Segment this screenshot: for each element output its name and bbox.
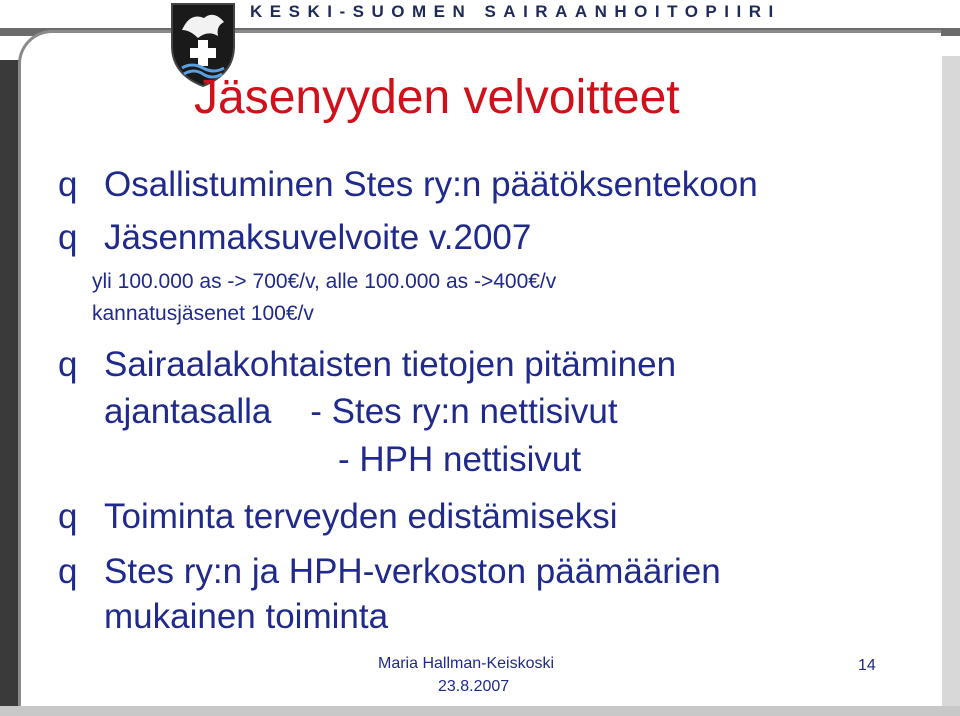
bullet-marker: q [58, 218, 78, 257]
panel-right-shadow [942, 56, 960, 716]
fee-detail-1: yli 100.000 as -> 700€/v, alle 100.000 as ->400€/v [92, 270, 557, 293]
footer-date: 23.8.2007 [438, 678, 510, 695]
panel-bottom-shadow [0, 706, 960, 716]
bullet-item-4: Toiminta terveyden edistämiseksi [104, 497, 618, 536]
footer-author: Maria Hallman-Keiskoski [378, 655, 555, 672]
bullet-marker: q [58, 497, 78, 536]
bullet-item-1: Osallistuminen Stes ry:n päätöksentekoon [104, 165, 758, 204]
page-number: 14 [858, 657, 876, 674]
bullet-item-5-line-2: mukainen toiminta [104, 597, 389, 636]
bullet-item-3-line-2: ajantasalla - Stes ry:n nettisivut [104, 392, 618, 431]
bullet-item-3-line-1: Sairaalakohtaisten tietojen pitäminen [104, 345, 677, 384]
fee-detail-2: kannatusjäsenet 100€/v [92, 302, 314, 325]
bullet-marker: q [58, 345, 78, 384]
slide-title: Jäsenyyden velvoitteet [194, 71, 680, 124]
bullet-marker: q [58, 552, 78, 591]
bullet-marker: q [58, 165, 78, 204]
organization-name: KESKI-SUOMEN SAIRAANHOITOPIIRI [250, 2, 781, 21]
bullet-item-5-line-1: Stes ry:n ja HPH-verkoston päämäärien [104, 552, 721, 591]
bullet-item-2: Jäsenmaksuvelvoite v.2007 [104, 218, 532, 257]
bullet-item-3-line-3: - HPH nettisivut [338, 440, 582, 479]
